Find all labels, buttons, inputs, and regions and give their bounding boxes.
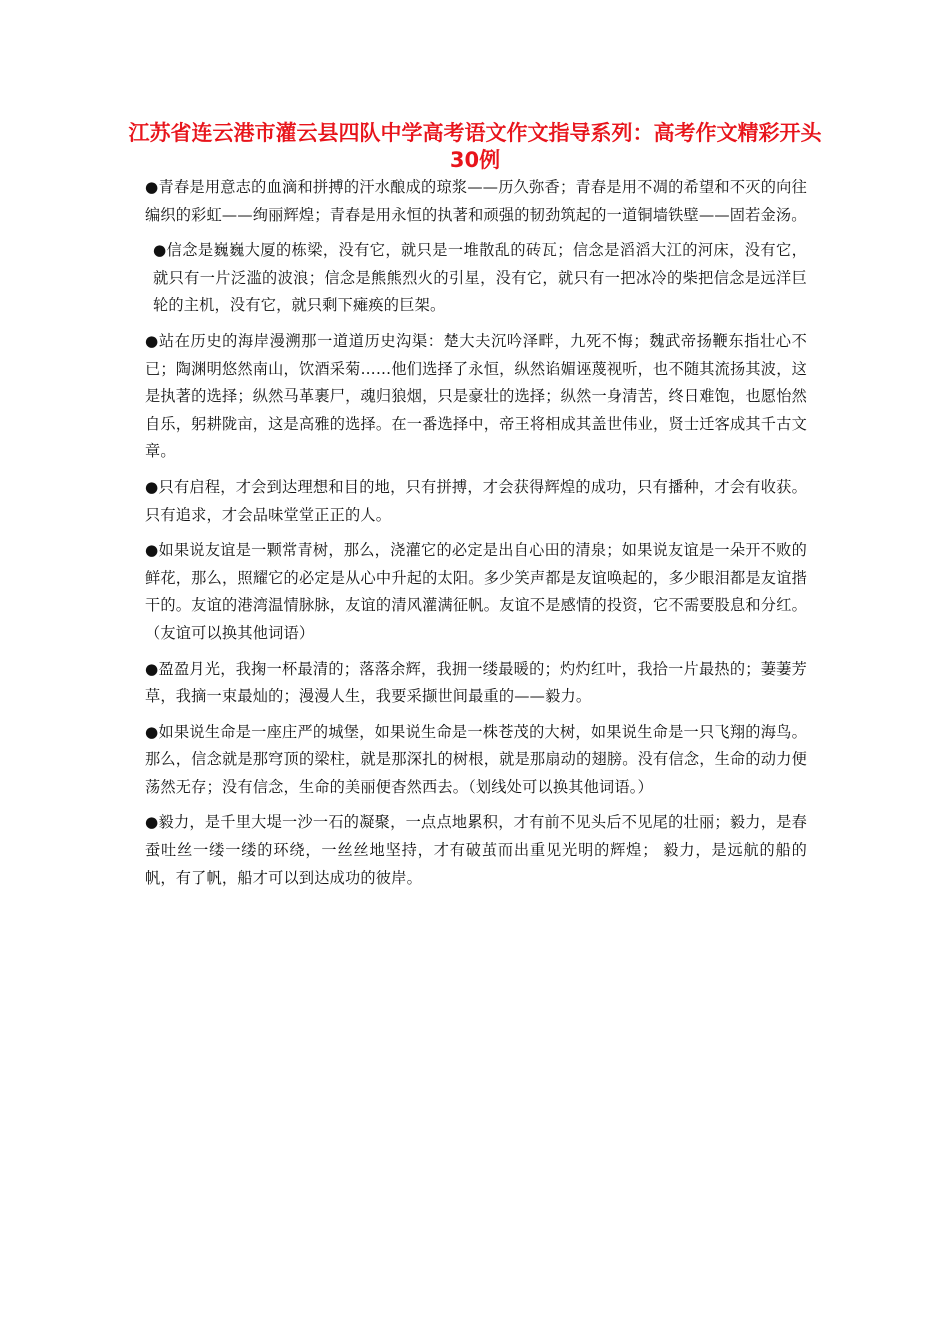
- paragraph-youth: ●青春是用意志的血滴和拼搏的汗水酿成的琼浆——历久弥香；青春是用不凋的希望和不灭的向往编织的彩虹——绚丽辉煌；青春是用永恒的执著和顽强的韧劲筑起的一道铜墙铁壁——固若金汤。: [145, 178, 807, 224]
- document-body: [145, 174, 807, 900]
- paragraph-perseverance: ●盈盈月光，我掬一杯最清的；落落余辉，我拥一缕最暖的；灼灼红叶，我拾一片最热的；萋萋芳草，我摘一束最灿的；漫漫人生，我要采撷世间最重的——毅力。: [145, 659, 807, 706]
- document-title: 江苏省连云港市灌云县四队中学高考语文作文指导系列：高考作文精彩开头30例: [128, 121, 822, 172]
- paragraph-willpower: ●毅力，是千里大堤一沙一石的凝聚，一点点地累积，才有前不见头后不见尾的壮丽；毅力，是春蚕吐丝一缕一缕的环绕，一丝丝地坚持，才有破茧而出重见光明的辉煌； 毅力，是远航的船的帆，有了帆，船才可以到达成功的彼岸。: [145, 813, 807, 887]
- paragraph-journey: ●只有启程，才会到达理想和目的地，只有拼搏，才会获得辉煌的成功，只有播种，才会有收获。只有追求，才会品味堂堂正正的人。: [145, 477, 807, 524]
- paragraph-belief: ●信念是巍巍大厦的栋梁，没有它，就只是一堆散乱的砖瓦；信念是滔滔大江的河床，没有它，就只有一片泛滥的波浪；信念是熊熊烈火的引星，没有它，就只有一把冰冷的柴把信念是远洋巨轮的主机，没有它，就只剩下瘫痪的巨架。: [153, 241, 807, 315]
- paragraph-history-choice: ●站在历史的海岸漫溯那一道道历史沟渠：楚大夫沉吟泽畔，九死不悔；魏武帝扬鞭东指壮心不已；陶渊明悠然南山，饮酒采菊……他们选择了永恒，纵然谄媚诬蔑视听，也不随其流扬其波，这是执著的选择；纵然马革裹尸，魂归狼烟，只是豪壮的选择；纵然一身清苦，终日难饱，也愿怡然自乐，躬耕陇亩，这是高雅的选择。在一番选择中，帝王将相成其盖世伟业，贤士迁客成其千古文章。: [145, 331, 807, 461]
- paragraph-life-belief: ●如果说生命是一座庄严的城堡，如果说生命是一株苍茂的大树，如果说生命是一只飞翔的海鸟。那么，信念就是那穹顶的梁柱，就是那深扎的树根，就是那扇动的翅膀。没有信念，生命的动力便荡然无存；没有信念，生命的美丽便杳然西去。（划线处可以换其他词语。）: [145, 722, 807, 796]
- paragraph-friendship: ●如果说友谊是一颗常青树，那么，浇灌它的必定是出自心田的清泉；如果说友谊是一朵开不败的鲜花，那么，照耀它的必定是从心中升起的太阳。多少笑声都是友谊唤起的，多少眼泪都是友谊揩干的。友谊的港湾温情脉脉，友谊的清风灌满征帆。友谊不是感情的投资，它不需要股息和分红。（友谊可以换其他词语）: [145, 541, 807, 642]
